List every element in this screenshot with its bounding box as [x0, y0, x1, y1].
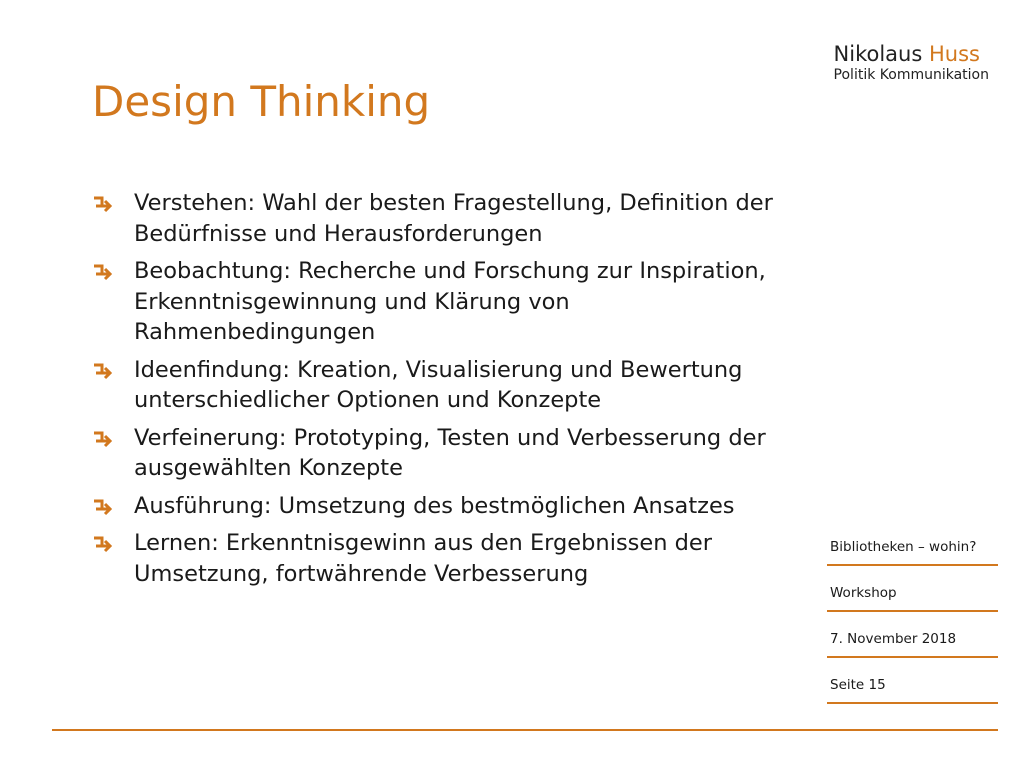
- bullet-text: Verfeinerung: Prototyping, Testen und Verbesserung der ausgewählten Konzepte: [134, 424, 766, 481]
- bullet-item: [92, 256, 802, 348]
- meta-date: 7. November 2018: [827, 624, 998, 658]
- brand-subtitle: Politik Kommunikation: [833, 67, 989, 83]
- bullet-text: Ideenfindung: Kreation, Visualisierung und Bewertung unterschiedlicher Optionen und Konzepte: [134, 356, 743, 413]
- footer-divider: [52, 729, 998, 731]
- bullet-item: [92, 491, 802, 522]
- bullet-item: [92, 423, 802, 484]
- arrow-down-right-icon: [92, 361, 114, 383]
- bullet-item: [92, 528, 802, 589]
- meta-event: Workshop: [827, 578, 998, 612]
- arrow-down-right-icon: [92, 497, 114, 519]
- bullet-text: Verstehen: Wahl der besten Fragestellung, Definition der Bedürfnisse und Herausforderungen: [134, 190, 773, 247]
- slide-title: Design Thinking: [92, 77, 431, 126]
- arrow-down-right-icon: [92, 262, 114, 284]
- bullet-item: [92, 188, 802, 249]
- bullet-text: Lernen: Erkenntnisgewinn aus den Ergebnissen der Umsetzung, fortwährende Verbesserung: [134, 530, 713, 587]
- brand-name-first: Nikolaus: [833, 42, 923, 66]
- bullet-text: Ausführung: Umsetzung des bestmöglichen Ansatzes: [134, 492, 735, 519]
- arrow-down-right-icon: [92, 534, 114, 556]
- brand-name: [834, 42, 989, 66]
- meta-topic: Bibliotheken – wohin?: [827, 532, 998, 566]
- bullet-list: [92, 188, 802, 596]
- arrow-down-right-icon: [92, 429, 114, 451]
- slide-meta: [827, 532, 998, 716]
- bullet-text: Beobachtung: Recherche und Forschung zur Inspiration, Erkenntnisgewinnung und Klärung von Rahmenbedingungen: [134, 258, 766, 345]
- brand-name-second: Huss: [929, 42, 980, 66]
- brand-logo: [834, 42, 989, 84]
- meta-page-number: Seite 15: [827, 670, 998, 704]
- bullet-item: [92, 355, 802, 416]
- arrow-down-right-icon: [92, 194, 114, 216]
